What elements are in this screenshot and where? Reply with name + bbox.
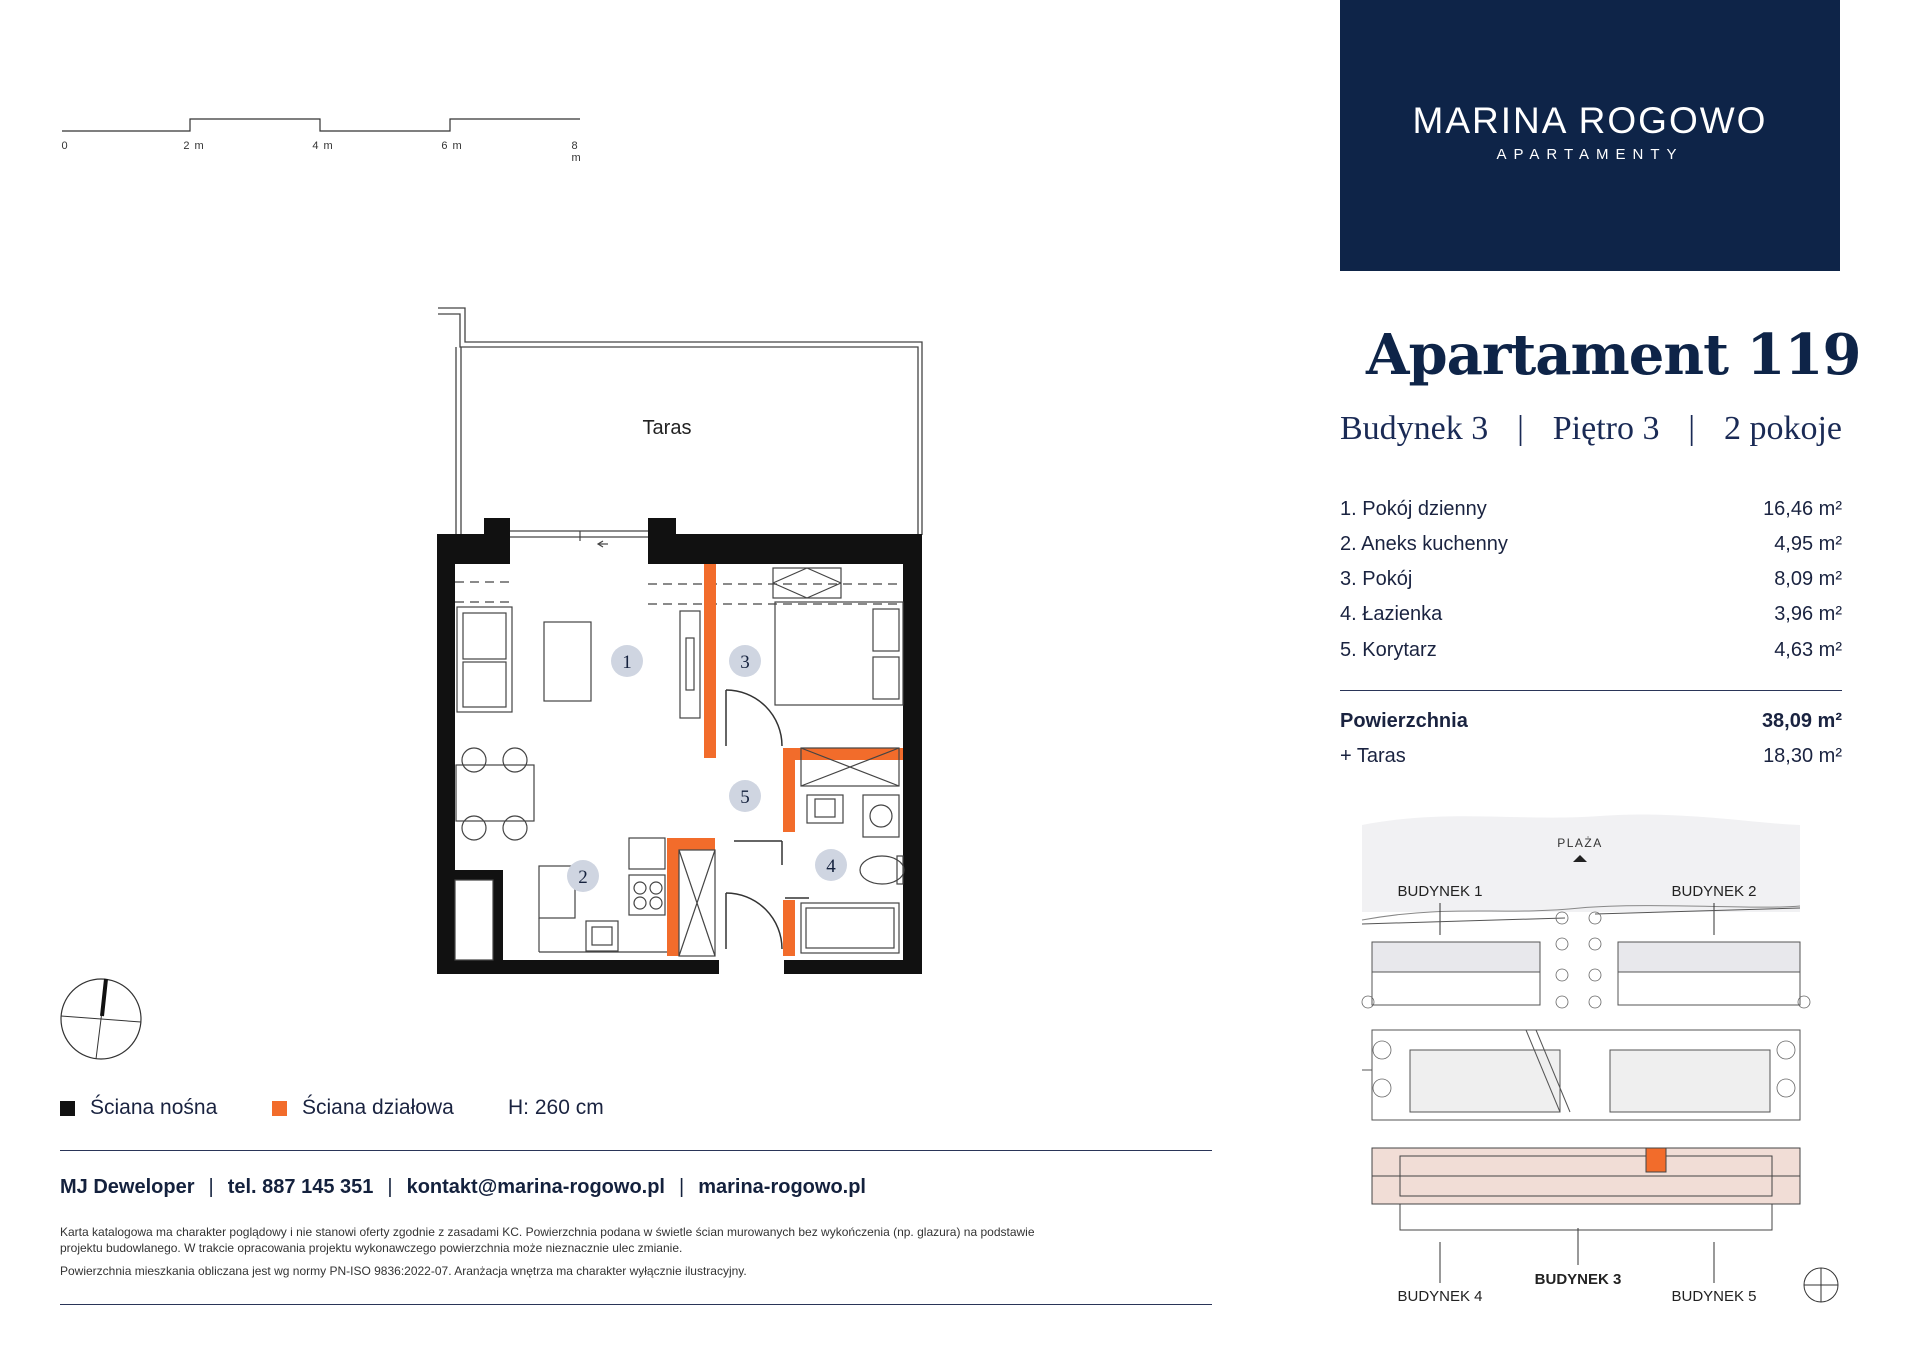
divider-bottom bbox=[60, 1304, 1212, 1305]
contact-separator: | bbox=[679, 1176, 685, 1198]
developer-name: MJ Deweloper bbox=[60, 1176, 195, 1198]
room-row bbox=[1340, 603, 1842, 626]
website-link[interactable]: marina-rogowo.pl bbox=[698, 1176, 866, 1198]
contact-bar bbox=[60, 1176, 866, 1199]
site-parking bbox=[1362, 1030, 1800, 1120]
site-building-3 bbox=[1372, 1148, 1800, 1230]
legend-load-bearing-label: Ściana nośna bbox=[90, 1096, 218, 1119]
scale-tick-6m: 6 m bbox=[441, 140, 463, 152]
email-link[interactable]: kontakt@marina-rogowo.pl bbox=[406, 1176, 665, 1198]
total-area-value: 38,09 m² bbox=[1761, 710, 1842, 732]
legend-partition-label: Ściana działowa bbox=[302, 1096, 454, 1119]
room-area: 8,09 m² bbox=[1774, 568, 1842, 590]
site-compass-icon bbox=[1802, 1266, 1840, 1304]
contact-separator: | bbox=[208, 1176, 214, 1198]
room-marker-5: 5 bbox=[740, 787, 750, 808]
site-map bbox=[1340, 812, 1840, 1312]
terrace-area-row bbox=[1340, 745, 1842, 768]
contact-separator: | bbox=[387, 1176, 393, 1198]
total-area-label: Powierzchnia bbox=[1340, 710, 1468, 732]
room-row bbox=[1340, 498, 1842, 521]
room-area: 16,46 m² bbox=[1763, 498, 1842, 520]
terrace-label: Taras bbox=[642, 417, 692, 439]
room-row bbox=[1340, 568, 1842, 591]
terrace-area-label: + Taras bbox=[1340, 745, 1406, 767]
legend-height bbox=[508, 1096, 604, 1120]
scale-tick-2m: 2 m bbox=[183, 140, 205, 152]
scale-tick-8m: 8 m bbox=[571, 140, 582, 164]
legend-height-label: H: 260 cm bbox=[508, 1096, 604, 1119]
doors bbox=[726, 690, 809, 949]
disclaimer-line-1: Karta katalogowa ma charakter poglądowy i nie stanowi oferty zgodnie z zasadami KC. Powierzchnia podana w świetle ścian murowanych bez wykończenia (np. glazura) na podstawie bbox=[60, 1225, 1035, 1239]
furniture bbox=[455, 568, 904, 960]
building-4-label: BUDYNEK 4 bbox=[1397, 1288, 1483, 1305]
phone-link[interactable]: tel. 887 145 351 bbox=[227, 1176, 374, 1198]
brand-name: MARINA ROGOWO bbox=[1412, 100, 1768, 141]
room-name: 1. Pokój dzienny bbox=[1340, 498, 1487, 520]
apartment-meta bbox=[1340, 410, 1842, 448]
apartment-title: Apartament 119 bbox=[1366, 322, 1861, 388]
room-name: 3. Pokój bbox=[1340, 568, 1413, 590]
building-1-label: BUDYNEK 1 bbox=[1397, 883, 1483, 900]
building-5-label: BUDYNEK 5 bbox=[1671, 1288, 1757, 1305]
room-area: 4,63 m² bbox=[1774, 639, 1842, 661]
floor-plan bbox=[420, 300, 940, 990]
room-row bbox=[1340, 533, 1842, 556]
building-3-label: BUDYNEK 3 bbox=[1534, 1271, 1622, 1288]
room-row bbox=[1340, 639, 1842, 662]
disclaimer-line-3: Powierzchnia mieszkania obliczana jest wg normy PN-ISO 9836:2022-07. Aranżacja wnętrza ma charakter wyłącznie ilustracyjny. bbox=[60, 1264, 747, 1278]
floor-label: Piętro 3 bbox=[1552, 410, 1660, 447]
site-buildings-top bbox=[1362, 908, 1800, 1005]
room-marker-3: 3 bbox=[740, 652, 750, 673]
compass-icon bbox=[58, 976, 144, 1062]
load-bearing-swatch bbox=[60, 1101, 75, 1116]
terrace-area-value: 18,30 m² bbox=[1763, 745, 1842, 767]
building-2-label: BUDYNEK 2 bbox=[1671, 883, 1757, 900]
room-marker-2: 2 bbox=[578, 867, 588, 888]
room-area: 4,95 m² bbox=[1774, 533, 1842, 555]
disclaimer-line-2: projektu budowlanego. W trakcie opracowania projektu wykonawczego powierzchnia może nieznacznie ulec zmianie. bbox=[60, 1241, 683, 1255]
divider-top bbox=[60, 1150, 1212, 1151]
rooms-count-label: 2 pokoje bbox=[1723, 410, 1842, 447]
room-marker-1: 1 bbox=[622, 652, 632, 673]
beach-label: PLAŻA bbox=[1557, 836, 1603, 850]
apartment-highlight bbox=[1646, 1148, 1666, 1172]
terrace-door bbox=[510, 531, 648, 547]
room-area: 3,96 m² bbox=[1774, 603, 1842, 625]
scale-bar bbox=[60, 110, 600, 164]
scale-tick-0: 0 bbox=[61, 140, 69, 152]
room-name: 2. Aneks kuchenny bbox=[1340, 533, 1508, 555]
brand-logo bbox=[1340, 0, 1840, 271]
scale-tick-4m: 4 m bbox=[312, 140, 334, 152]
summary-divider bbox=[1340, 690, 1842, 691]
meta-separator: | bbox=[1688, 410, 1696, 447]
room-name: 4. Łazienka bbox=[1340, 603, 1443, 625]
total-area-row bbox=[1340, 710, 1842, 733]
building-label: Budynek 3 bbox=[1340, 410, 1489, 447]
room-marker-4: 4 bbox=[826, 856, 836, 877]
meta-separator: | bbox=[1517, 410, 1524, 447]
partition-swatch bbox=[272, 1101, 287, 1116]
legend-load-bearing bbox=[60, 1096, 217, 1120]
legend-partition bbox=[272, 1096, 454, 1120]
room-name: 5. Korytarz bbox=[1340, 639, 1437, 661]
brand-subtitle: APARTAMENTY bbox=[1496, 146, 1684, 163]
